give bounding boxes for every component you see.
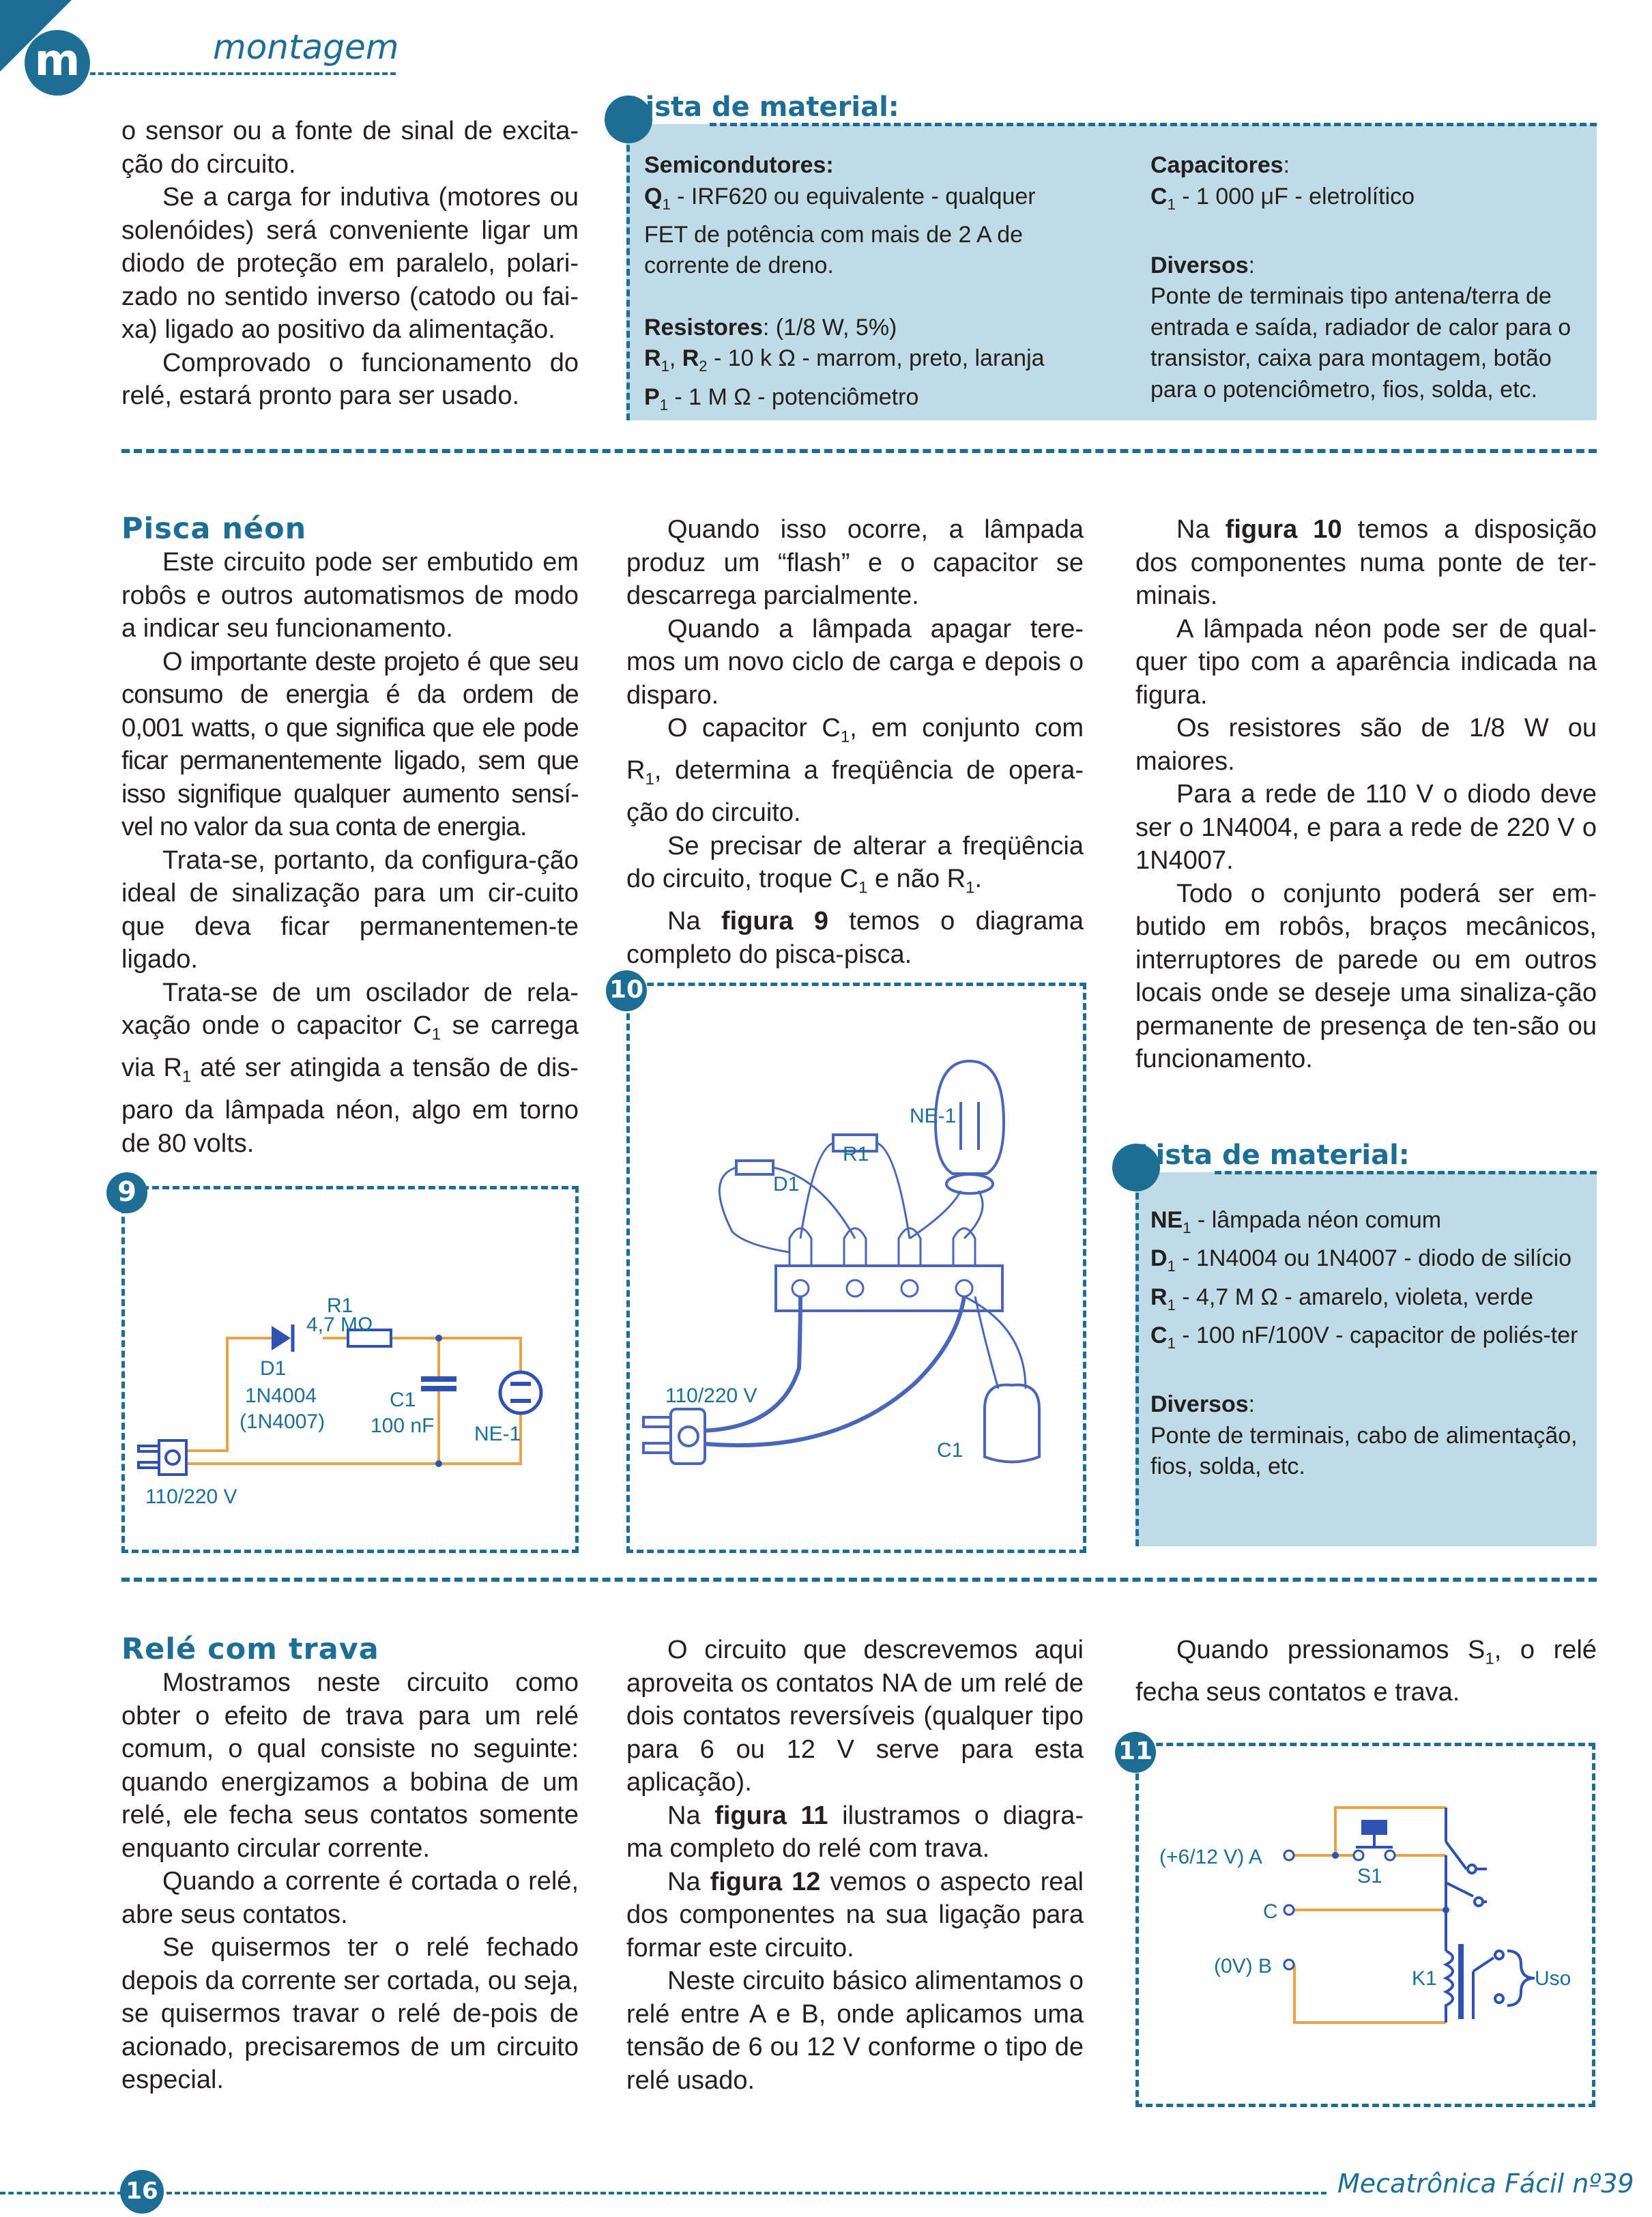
fig10-diode: [736, 1161, 773, 1174]
paragraph: Trata-se, portanto, da configura-ção ideal de sinalização para um cir-cuito que deva ficar permanentemen-te ligado.: [121, 845, 579, 974]
div-heading: Diversos:: [1150, 252, 1256, 278]
paragraph: Neste circuito básico alimentamos o relé entre A e B, onde aplicamos uma tensão de 6 ou 12 V conforme o tipo de relé usado.: [626, 1967, 1084, 2095]
materials-box-top-rule: [710, 123, 1597, 126]
materials-col-right: [1150, 150, 1587, 405]
fig9-r1-value: 4,7 MΩ: [306, 1314, 373, 1336]
semicond-heading: Semicondutores:: [644, 152, 834, 178]
paragraph: Todo o conjunto poderá ser em-butido em robôs, braços mecânicos, interruptores de parede ou em outros locais onde se deseje uma sinaliza-ção permanente de presença de ten-são ou funcionamento.: [1135, 879, 1597, 1073]
fig9-d1-part: 1N4004: [245, 1385, 317, 1407]
paragraph: Se quisermos ter o relé fechado depois da corrente ser cortada, ou seja, se quisermos travar o relé de-pois de acionado, precisaremos de um circuito especial.: [121, 1933, 579, 2094]
paragraph: Quando pressionamos $S_1$, o relé fecha seus contatos e trava.: [1135, 1636, 1597, 1707]
div-heading: Diversos:: [1150, 1391, 1256, 1418]
neon-lamp: [936, 1061, 1004, 1193]
materials-box-pisca-left-rule: [1135, 1172, 1139, 1546]
d1-item: $D_1 - 1N4004$ ou 1N4007 - diodo de silício: [1150, 1245, 1572, 1275]
paragraph: Quando a corrente é cortada o relé, abre seus contatos.: [121, 1867, 579, 1929]
q1-item: $Q_1 - IRF620$ ou equivalente - qualquer FET de potência com mais de 2 A de corrente de dreno.: [644, 183, 1036, 279]
fig9-c1-value: 100 nF: [371, 1415, 435, 1437]
r1-item: $R_1 - 4,7$ M Ω - amarelo, violeta, verde: [1150, 1284, 1534, 1314]
paragraph: A lâmpada néon pode ser de qual-quer tipo com a aparência indicada na figura.: [1135, 614, 1597, 710]
figure-10-drawing: [630, 986, 1076, 1543]
pisca-col2: [626, 513, 1084, 971]
figure-10-number: 10: [606, 970, 647, 1011]
figure-11-number: 11: [1115, 1732, 1156, 1773]
paragraph: O importante deste projeto é que seu consumo de energia é da ordem de 0,001 watts, o que significa que ele pode ficar permanentemente ligado, sem que isso signifique qualquer aumento sensí-vel no valor da sua conta de energia.: [121, 647, 579, 841]
divider-1: [121, 449, 1597, 453]
materials-box-pisca-rule: [1215, 1171, 1597, 1174]
fig11-b-label: (0V) B: [1214, 1955, 1273, 1977]
r1r2-item: $R_1$, $R_2 - 10$ k Ω - marrom, preto, laranja: [644, 345, 1045, 375]
paragraph: Se a carga for indutiva (motores ou solenóides) será conveniente ligar um diodo de proteção em paralelo, polari-zado no sentido inverso (catodo ou fai-xa) ligado ao positivo da alimentação.: [121, 183, 579, 344]
paragraph: Para a rede de 110 V o diodo deve ser o 1N4004, e para a rede de 220 V o 1N4007.: [1135, 780, 1597, 875]
fig10-r1-label: R1: [843, 1143, 869, 1165]
resist-heading: Resistores: (1/8 W, 5%): [644, 314, 897, 340]
paragraph: Quando isso ocorre, a lâmpada produz um “flash” e o capacitor se descarrega parcialmente.: [626, 515, 1084, 610]
materials-box-top-left-rule: [626, 124, 630, 420]
cap-heading: Capacitores:: [1150, 152, 1290, 178]
pisca-col3: [1135, 513, 1597, 1076]
header-rule: [90, 72, 396, 75]
footer-rule-left: [0, 2192, 123, 2194]
s1-pushbutton: [1356, 1821, 1393, 1847]
materials-title-pisca: Lista de material:: [1138, 1140, 1410, 1171]
fig9-d1-alt: (1N4007): [240, 1410, 325, 1433]
fig11-s1-label: S1: [1357, 1865, 1382, 1887]
fig11-c-label: C: [1263, 1900, 1278, 1923]
fig10-capacitor: [985, 1385, 1039, 1462]
materials-title: Lista de material:: [628, 91, 899, 123]
figure-11-schematic: [1139, 1746, 1585, 2097]
paragraph: Trata-se de um oscilador de rela-xação onde o capacitor $C_1$ se carrega via $R_1$ até ser atingida a tensão de dis-paro da lâmpada néon, algo em torno de 80 volts.: [121, 978, 579, 1158]
rele-title: Relé com trava: [121, 1632, 379, 1666]
page-number: 16: [120, 2170, 164, 2214]
rele-col2: [626, 1634, 1084, 2097]
section-title: montagem: [213, 27, 399, 67]
rele-col3: [1135, 1634, 1597, 1709]
paragraph: O capacitor $C_1$, em conjunto com $R_1$, determina a freqüência de opera-ção do circuito.: [626, 714, 1084, 828]
fig10-plug: [643, 1409, 705, 1464]
fig10-d1-label: D1: [773, 1173, 800, 1196]
rele-col1: [121, 1666, 579, 2097]
paragraph: O circuito que descrevemos aqui aproveita os contatos NA de um relé de dois contatos reversíveis (qualquer tipo para 6 ou 12 V serve para esta aplicação).: [626, 1636, 1084, 1797]
materials-pisca-list: [1150, 1205, 1587, 1483]
c1-item: $C_1 - 100$ nF/100V - capacitor de poliés-ter: [1150, 1322, 1578, 1352]
paragraph: Na figura 9 temos o diagrama completo do pisca-pisca.: [626, 907, 1084, 969]
fig10-supply-label: 110/220 V: [665, 1385, 757, 1407]
fig9-c1-label: C1: [390, 1389, 416, 1411]
materials-col-left: [644, 150, 1081, 420]
div-text: Ponte de terminais tipo antena/terra de entrada e saída, radiador de calor para o transistor, caixa para montagem, botão para o potenciômetro, fios, solda, etc.: [1150, 283, 1571, 403]
paragraph: Mostramos neste circuito como obter o efeito de trava para um relé comum, o qual consiste no seguinte: quando energizamos a bobina de um relé, ele fecha seus contatos somente enquanto circular corrente.: [121, 1668, 579, 1863]
paragraph: Este circuito pode ser embutido em robôs e outros automatismos de modo a indicar seu funcionamento.: [121, 548, 579, 643]
figure-9-number: 9: [106, 1172, 147, 1213]
diode-symbol: [272, 1326, 291, 1350]
paragraph: o sensor ou a fonte de sinal de excita-ção do circuito.: [121, 117, 579, 179]
pisca-title: Pisca néon: [121, 512, 307, 546]
terminal-strip: [776, 1266, 1002, 1311]
fig11-a-label: (+6/12 V) A: [1159, 1846, 1262, 1868]
fig11-k1-label: K1: [1412, 1967, 1437, 1990]
plug-symbol: [139, 1440, 186, 1475]
ne1-item: $NE_1$ - lâmpada néon comum: [1150, 1207, 1442, 1236]
div-text: Ponte de terminais, cabo de alimentação, fios, solda, etc.: [1150, 1422, 1578, 1480]
p1-item: $P_1 - 1$ M Ω - potenciômetro: [644, 383, 919, 414]
fig11-uso-label: Uso: [1535, 1967, 1571, 1990]
fig10-c1-label: C1: [937, 1439, 963, 1462]
paragraph: Na figura 10 temos a disposição dos componentes numa ponte de ter-minais.: [1135, 515, 1597, 610]
pisca-col1: [121, 546, 579, 1160]
fig9-supply-label: 110/220 V: [145, 1486, 237, 1508]
paragraph: Se precisar de alterar a freqüência do circuito, troque $C_1$ e não $R_1$.: [626, 831, 1084, 897]
section-badge: m: [25, 30, 90, 96]
divider-2: [121, 1578, 1597, 1582]
fig9-ne1-label: NE-1: [474, 1423, 521, 1445]
fig9-d1-label: D1: [260, 1357, 287, 1380]
footer-rule-right: [166, 2192, 1327, 2194]
top-left-text: [121, 115, 579, 413]
paragraph: Os resistores são de 1/8 W ou maiores.: [1135, 714, 1597, 776]
paragraph: Quando a lâmpada apagar tere-mos um novo ciclo de carga e depois o disparo.: [626, 614, 1084, 710]
paragraph: Comprovado o funcionamento do relé, estará pronto para ser usado.: [121, 348, 579, 410]
fig10-ne1-label: NE-1: [910, 1105, 957, 1127]
neon-lamp-symbol: [500, 1372, 541, 1413]
c1-item: $C_1 - 1$ 000 μF - eletrolítico: [1150, 183, 1415, 213]
magazine-name: Mecatrônica Fácil nº39: [1337, 2169, 1634, 2199]
fig9-r1-label: R1: [327, 1294, 353, 1317]
figure-9-schematic: [125, 1189, 568, 1543]
paragraph: Na figura 12 vemos o aspecto real dos componentes na sua ligação para formar este circuito.: [626, 1867, 1084, 1962]
paragraph: Na figura 11 ilustramos o diagra-ma completo do relé com trava.: [626, 1801, 1084, 1863]
